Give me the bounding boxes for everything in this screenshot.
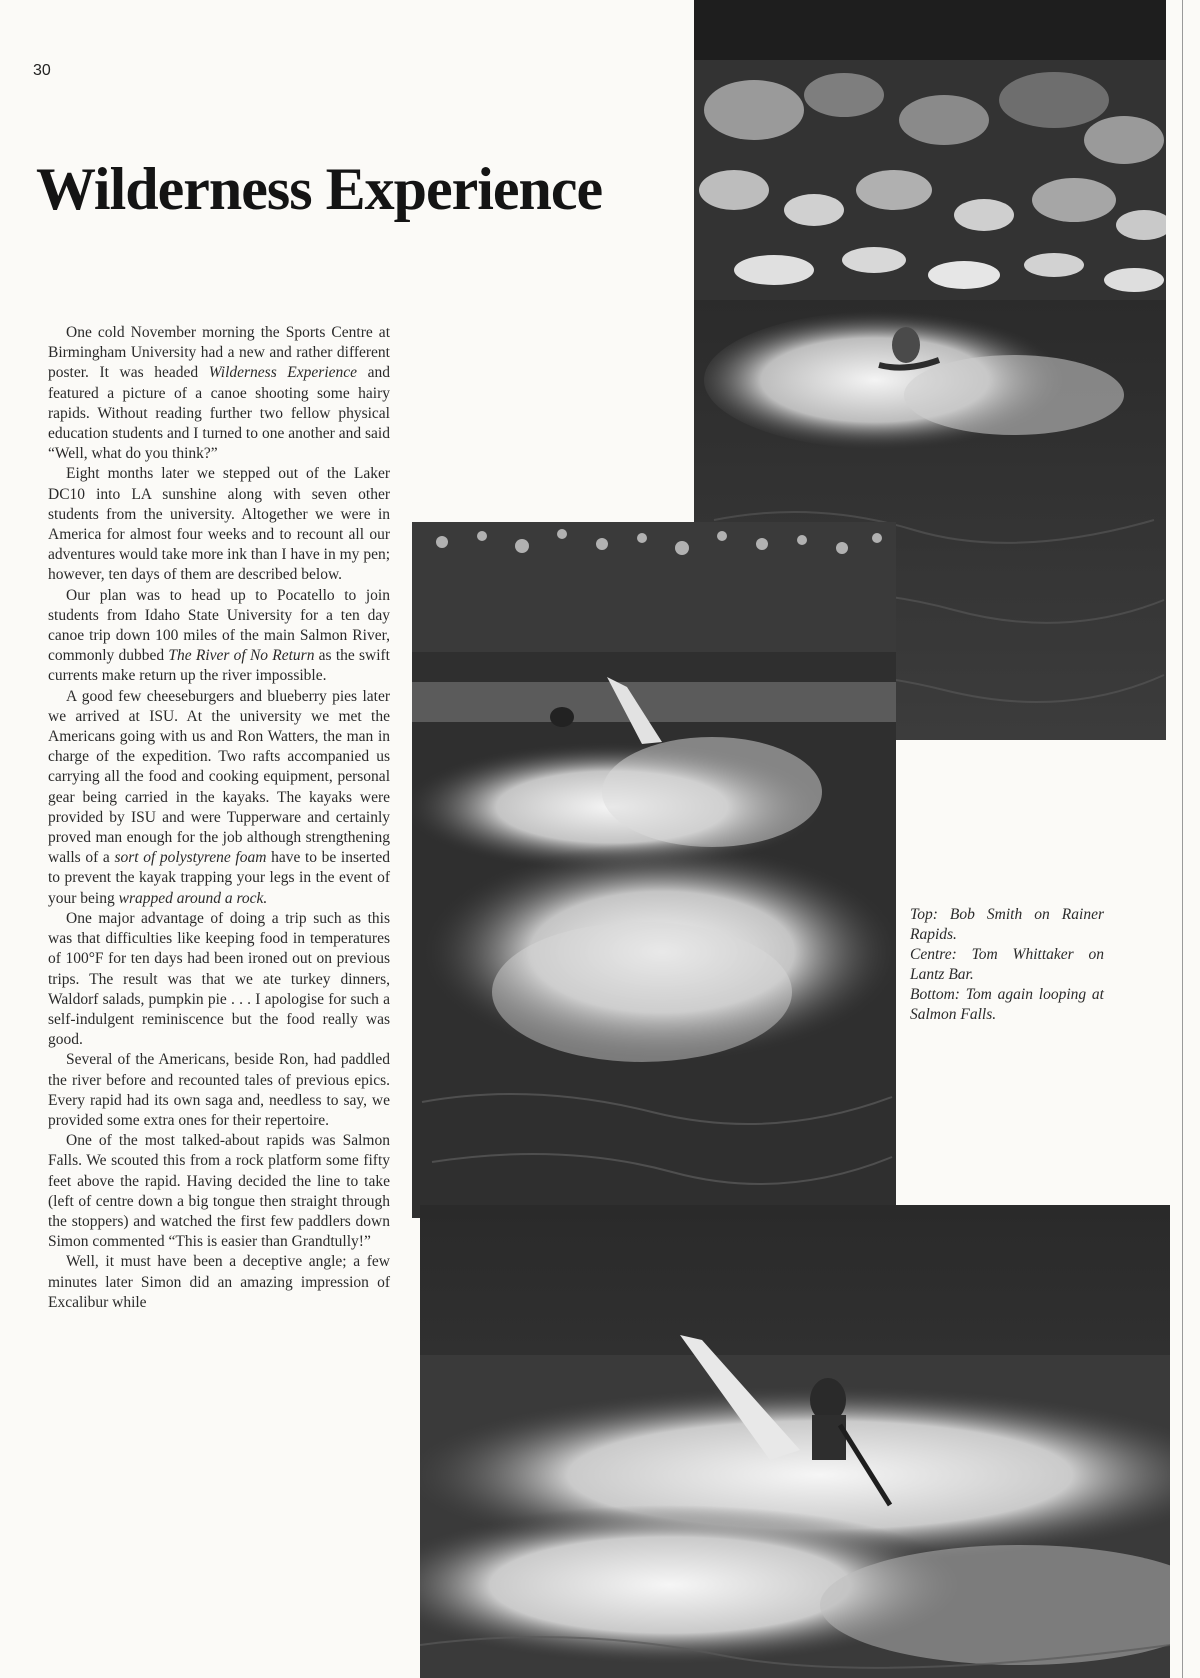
article-title: Wilderness Experience (36, 156, 603, 222)
paragraph-2: Eight months later we stepped out of the Laker DC10 into LA sunshine along with seven other students from the university. Altogether we were in America for almost four weeks and to recount all our adventures would take more ink than I have in my pen; however, ten days of them are described below. (48, 465, 390, 584)
caption-centre: Centre: Tom Whittaker on Lantz Bar. (910, 946, 1104, 983)
paragraph-8: Well, it must have been a deceptive angle; a few minutes later Simon did an amazing impression of Excalibur while (48, 1253, 390, 1311)
paragraph-4: A good few cheeseburgers and blueberry pies later we arrived at ISU. At the university we met the Americans going with us and Ron Watters, the man in charge of the expedition. Two rafts accompanied us carrying all the food and cooking equipment, personal gear being carried in the kayaks. The kayaks were provided by ISU and were Tupperware and certainly proved man enough for the job although strengthening walls of a sort of polystyrene foam have to be inserted to prevent the kayak trapping your legs in the event of your being wrapped around a rock. (48, 687, 391, 907)
paragraph-1: One cold November morning the Sports Centre at Birmingham University had a new and rather different poster. It was headed Wilderness Experience and featured a picture of a canoe shooting some hairy rapids. Without reading further two fellow physical education students and I turned to one another and said “Well, what do you think?” (48, 324, 390, 463)
article-body (48, 323, 390, 1313)
paragraph-3: Our plan was to head up to Pocatello to join students from Idaho State University for a ten day canoe trip down 100 miles of the main Salmon River, commonly dubbed The River of No Return as the swift currents make return up the river impossible. (48, 586, 390, 685)
page-edge-divider (1182, 0, 1183, 1678)
photo-bottom-salmon-falls (420, 1205, 1170, 1678)
paragraph-5: One major advantage of doing a trip such as this was that difficulties like keeping food in temperatures of 100°F for ten days had been ironed out on previous trips. The result was that we ate turkey dinners, Waldorf salads, pumpkin pie . . . I apologise for such a self-indulgent reminiscence but the food really was good. (48, 909, 390, 1049)
paragraph-6: Several of the Americans, beside Ron, had paddled the river before and recounted tales of previous epics. Every rapid had its own saga and, needless to say, we provided some extra ones for their repertoire. (48, 1051, 390, 1129)
caption-bottom: Bottom: Tom again looping at Salmon Falls. (910, 986, 1104, 1023)
photo-centre-lantz-bar (412, 522, 896, 1218)
photo-caption (910, 905, 1104, 1025)
caption-top: Top: Bob Smith on Rainer Rapids. (910, 906, 1104, 943)
paragraph-7: One of the most talked-about rapids was Salmon Falls. We scouted this from a rock platform some fifty feet above the rapid. Having decided the line to take (left of centre down a big tongue then straight through the stoppers) and watched the first few paddlers down Simon commented “This is easier than Grandtully!” (48, 1132, 390, 1251)
page-number: 30 (33, 62, 51, 79)
